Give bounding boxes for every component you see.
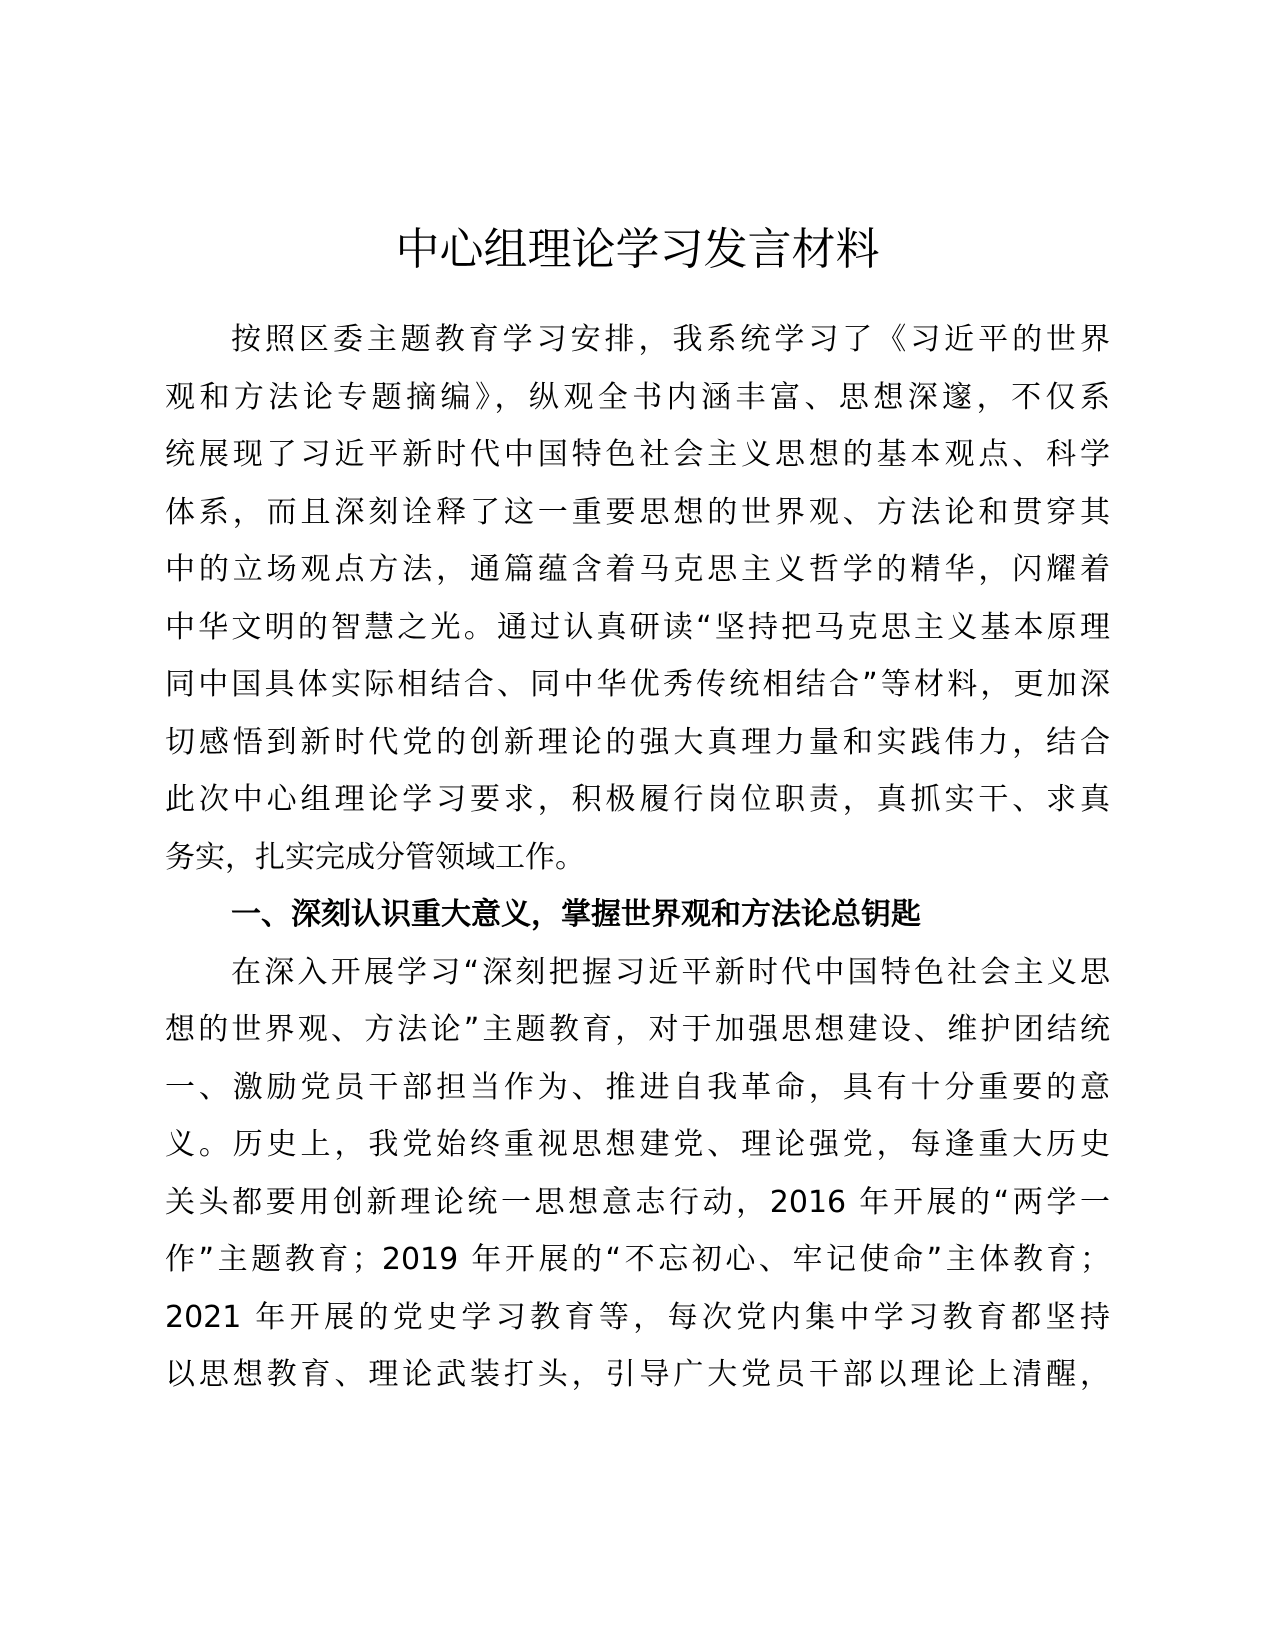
paragraph-line: 关头都要用创新理论统一思想意志行动，2016 年开展的“两学一 [165, 1184, 1110, 1220]
paragraph-line: 此次中心组理论学习要求，积极履行岗位职责，真抓实干、求真 [165, 782, 1110, 817]
paragraph-line: 按照区委主题教育学习安排，我系统学习了《习近平的世界 [231, 322, 1110, 357]
paragraph-line: 作”主题教育；2019 年开展的“不忘初心、牢记使命”主体教育； [165, 1242, 1110, 1277]
paragraph-line: 务实，扎实完成分管领域工作。 [165, 839, 585, 875]
paragraph-line: 观和方法论专题摘编》，纵观全书内涵丰富、思想深邃，不仅系 [165, 379, 1110, 415]
section-heading: 一、深刻认识重大意义，掌握世界观和方法论总钥匙 [231, 897, 921, 932]
paragraph-line: 在深入开展学习“深刻把握习近平新时代中国特色社会主义思 [231, 954, 1110, 990]
paragraph-line: 想的世界观、方法论”主题教育，对于加强思想建设、维护团结统 [165, 1012, 1110, 1047]
document-body [165, 311, 1110, 1404]
paragraph-line: 2021 年开展的党史学习教育等，每次党内集中学习教育都坚持 [165, 1299, 1110, 1335]
paragraph-line: 义。历史上，我党始终重视思想建党、理论强党，每逢重大历史 [165, 1127, 1110, 1162]
document-title: 中心组理论学习发言材料 [395, 224, 880, 275]
paragraph-line: 中华文明的智慧之光。通过认真研读“坚持把马克思主义基本原理 [165, 609, 1110, 645]
paragraph-line: 以思想教育、理论武装打头，引导广大党员干部以理论上清醒， [165, 1357, 1110, 1392]
paragraph-line: 统展现了习近平新时代中国特色社会主义思想的基本观点、科学 [165, 437, 1110, 472]
paragraph-line: 中的立场观点方法，通篇蕴含着马克思主义哲学的精华，闪耀着 [165, 552, 1110, 587]
paragraph-line: 同中国具体实际相结合、同中华优秀传统相结合”等材料，更加深 [165, 667, 1110, 702]
paragraph-line: 一、激励党员干部担当作为、推进自我革命，具有十分重要的意 [165, 1069, 1110, 1105]
paragraph-line: 切感悟到新时代党的创新理论的强大真理力量和实践伟力，结合 [165, 724, 1110, 760]
paragraph-line: 体系，而且深刻诠释了这一重要思想的世界观、方法论和贯穿其 [165, 494, 1110, 530]
